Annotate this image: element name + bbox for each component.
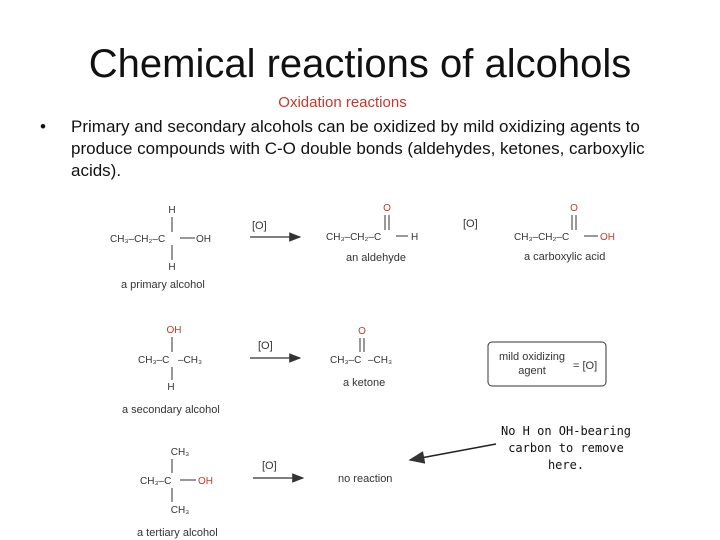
secondary-alcohol [122, 325, 220, 416]
oxidant-label: [O] [252, 220, 267, 232]
ketone-right: –CH₃ [368, 355, 393, 366]
secondary-right: –CH₃ [178, 355, 203, 366]
acid-label: a carboxylic acid [524, 251, 606, 263]
bullet-marker: • [40, 117, 46, 136]
carboxylic-acid [514, 203, 615, 263]
aldehyde-h: H [411, 232, 419, 243]
ketone-o: O [358, 326, 366, 337]
legend-line-2: agent [518, 365, 546, 377]
ketone-label: a ketone [343, 377, 386, 389]
slide-subtitle: Oxidation reactions [278, 94, 407, 111]
oxidant-label: [O] [262, 460, 277, 472]
ketone [330, 326, 392, 389]
primary-oh: OH [196, 234, 211, 245]
acid-o: O [570, 203, 578, 214]
primary-alcohol-label: a primary alcohol [121, 279, 205, 291]
legend-equals: = [O] [573, 360, 598, 372]
bullet-text: Primary and secondary alcohols can be oxidized by mild oxidizing agents to produce compounds with C-O double bonds (aldehydes, ketones, carboxylic acids). [71, 117, 645, 180]
primary-h-top: H [168, 205, 176, 216]
secondary-oh: OH [166, 325, 182, 336]
primary-alcohol [110, 205, 211, 291]
acid-oh: OH [600, 232, 615, 243]
primary-chain: CH₃–CH₂–C [110, 234, 166, 245]
aldehyde-o: O [383, 203, 391, 214]
tertiary-oh: OH [198, 476, 213, 487]
annotation-arrow [410, 444, 496, 460]
annotation-line-1: No H on OH-bearing [500, 424, 632, 438]
secondary-alcohol-label: a secondary alcohol [122, 404, 220, 416]
ketone-left: CH₃–C [330, 355, 362, 366]
slide-title: Chemical reactions of alcohols [88, 42, 632, 86]
aldehyde [326, 203, 418, 264]
oxidizing-agent-legend [488, 342, 606, 386]
acid-chain: CH₃–CH₂–C [514, 232, 570, 243]
tertiary-alcohol-label: a tertiary alcohol [137, 527, 218, 539]
aldehyde-chain: CH₃–CH₂–C [326, 232, 382, 243]
secondary-h: H [167, 382, 175, 393]
legend-line-1: mild oxidizing [498, 351, 566, 363]
oxidant-label: [O] [258, 340, 273, 352]
aldehyde-label: an aldehyde [346, 252, 406, 264]
tertiary-top: CH₃ [170, 447, 190, 458]
primary-h-bottom: H [168, 262, 176, 273]
tertiary-bottom: CH₃ [170, 505, 190, 516]
no-reaction-label: no reaction [338, 473, 393, 485]
secondary-left: CH₃–C [138, 355, 170, 366]
oxidant-label: [O] [463, 218, 478, 230]
annotation-line-2: carbon to remove here. [508, 441, 624, 472]
tertiary-left: CH₃–C [140, 476, 172, 487]
annotation-note [494, 423, 638, 474]
tertiary-alcohol [137, 447, 218, 539]
